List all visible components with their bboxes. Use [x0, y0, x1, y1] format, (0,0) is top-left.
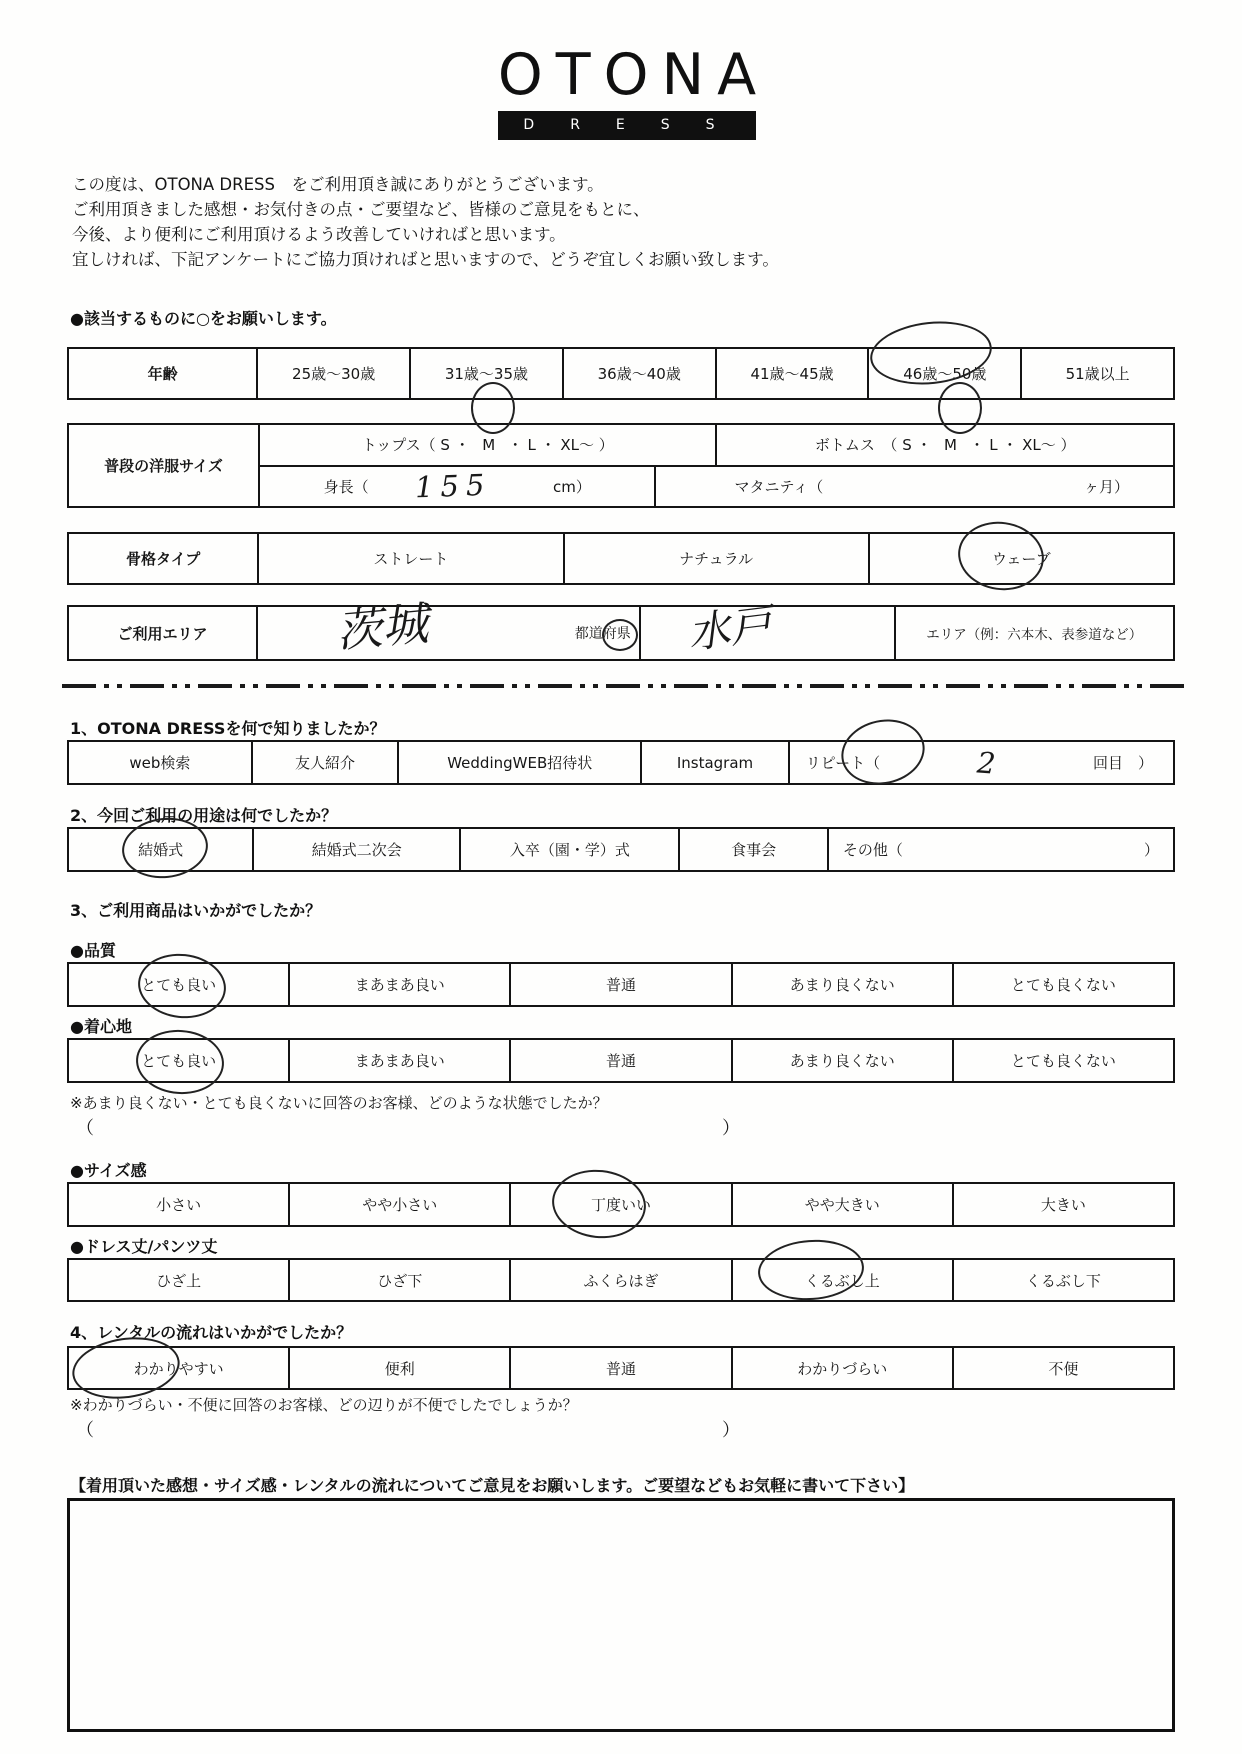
age-option-41-45[interactable]: 41歳～45歳 [715, 349, 868, 398]
comment-header: 【着用頂いた感想・サイズ感・レンタルの流れについてご意見をお願いします。ご要望などもお気軽に書いて下さい】 [70, 1476, 915, 1495]
length-above-ankle[interactable]: くるぶし上 [731, 1260, 952, 1300]
bottoms-size-m[interactable]: M [944, 435, 957, 454]
q4-table [67, 1346, 1175, 1390]
size-just-right[interactable]: 丁度いい [509, 1184, 730, 1225]
circle-bottoms-m [938, 382, 982, 434]
circle-size-just-right [549, 1165, 650, 1242]
logo [494, 42, 770, 140]
q4-convenient[interactable]: 便利 [288, 1348, 509, 1388]
prefecture-handwritten-value: 茨城 [333, 596, 431, 658]
age-option-25-30[interactable]: 25歳～30歳 [256, 349, 409, 398]
q4-bad-note: ※わかりづらい・不便に回答のお客様、どの辺りが不便でしたでしょうか？ [70, 1396, 578, 1414]
age-option-31-35[interactable]: 31歳～35歳 [409, 349, 562, 398]
length-label: ●ドレス丈/パンツ丈 [70, 1237, 218, 1256]
logo-dress-text: DRESS [523, 117, 751, 134]
q1-option-weddingweb[interactable]: WeddingWEB招待状 [397, 742, 640, 783]
circle-prefecture-ken [602, 619, 638, 651]
q2-table [67, 827, 1175, 872]
size-bit-small[interactable]: やや小さい [288, 1184, 509, 1225]
quality-label: ●品質 [70, 941, 116, 960]
comfort-verybad[interactable]: とても良くない [952, 1040, 1173, 1081]
q1-repeat-count-handwritten: 2 [976, 744, 997, 781]
q2-option-other[interactable] [827, 829, 1173, 870]
age-label: 年齢 [147, 365, 178, 383]
dashed-separator [62, 684, 1184, 688]
maternity-label: マタニティ（ [734, 477, 824, 496]
logo-otona-text: OTONA [497, 42, 770, 108]
age-option-51plus[interactable]: 51歳以上 [1020, 349, 1173, 398]
quality-normal[interactable]: 普通 [509, 964, 730, 1005]
q4-title: 4、レンタルの流れはいかがでしたか？ [70, 1323, 353, 1342]
circle-tops-m [471, 382, 515, 434]
q3-bad-note: ※あまり良くない・とても良くないに回答のお客様、どのような状態でしたか？ [70, 1094, 608, 1112]
intro-line-1: この度は、OTONA DRESS をご利用頂き誠にありがとうございます。 [72, 175, 604, 194]
maternity-unit: ヶ月） [1083, 477, 1129, 496]
comfort-verygood[interactable]: とても良い [141, 1052, 217, 1070]
quality-verygood[interactable]: とても良い [141, 976, 217, 994]
size-small[interactable]: 小さい [156, 1196, 202, 1214]
tops-prefix: トップス（ S ・ [361, 436, 470, 455]
q1-repeat-label: リピート（ [805, 754, 881, 772]
prefecture-suffix: 都道府県 [574, 626, 631, 642]
tops-size-m[interactable]: M [482, 435, 496, 454]
q1-option-friend[interactable]: 友人紹介 [251, 742, 397, 783]
height-handwritten-value: 155 [414, 467, 492, 505]
intro-line-3: 今後、より便利にご利用頂けるよう改善していければと思います。 [72, 225, 566, 244]
q2-option-ceremony[interactable]: 入卒（園・学）式 [459, 829, 678, 870]
q2-option-wedding[interactable]: 結婚式 [138, 841, 184, 859]
q4-hard[interactable]: わかりづらい [731, 1348, 952, 1388]
instruction-text: ●該当するものに○をお願いします。 [70, 309, 337, 328]
q2-option-dinner[interactable]: 食事会 [678, 829, 827, 870]
q4-note-paren-close: ） [722, 1420, 740, 1441]
bottoms-prefix: ボトムス （ S ・ [814, 436, 932, 455]
intro-text [72, 172, 779, 272]
q4-easy[interactable]: わかりやすい [133, 1359, 224, 1378]
circle-quality-verygood [135, 950, 229, 1023]
q2-option-afterparty[interactable]: 結婚式二次会 [252, 829, 459, 870]
tops-suffix: ・ L ・ XL～ ） [507, 436, 614, 455]
height-cell[interactable] [260, 467, 655, 507]
length-below-knee[interactable]: ひざ下 [288, 1260, 509, 1300]
quality-bad[interactable]: あまり良くない [731, 964, 952, 1005]
length-table [67, 1258, 1175, 1302]
maternity-cell[interactable] [654, 467, 1173, 507]
length-above-knee[interactable]: ひざ上 [156, 1271, 202, 1290]
comfort-bad[interactable]: あまり良くない [731, 1040, 952, 1081]
length-below-ankle[interactable]: くるぶし下 [952, 1260, 1173, 1300]
age-option-36-40[interactable]: 36歳～40歳 [562, 349, 715, 398]
area-hint: エリア（例：六本木、表参道など） [894, 607, 1173, 659]
city-handwritten-value: 水戸 [685, 599, 775, 658]
q2-other-label: その他（ [842, 841, 903, 859]
bottoms-size-cell[interactable] [715, 425, 1173, 465]
q2-other-close: ） [1143, 841, 1159, 859]
clothing-size-table [67, 423, 1175, 508]
q4-note-paren-open: （ [76, 1420, 94, 1441]
body-type-wave[interactable]: ウェーブ [868, 534, 1173, 583]
comfort-label: ●着心地 [70, 1017, 132, 1036]
intro-line-2: ご利用頂きました感想・お気付きの点・ご要望など、皆様のご意見をもとに、 [72, 200, 650, 219]
age-option-46-50[interactable]: 46歳～50歳 [867, 349, 1020, 398]
q4-inconvenient[interactable]: 不便 [952, 1348, 1173, 1388]
height-unit: cm） [552, 477, 591, 496]
comfort-good[interactable]: まあまあ良い [288, 1040, 509, 1081]
q2-title: 2、今回ご利用の用途は何でしたか？ [70, 806, 338, 825]
body-type-label: 骨格タイプ [126, 550, 201, 568]
q3-note-paren-close: ） [722, 1118, 740, 1139]
clothing-size-label: 普段の洋服サイズ [104, 457, 223, 475]
size-bit-big[interactable]: やや大きい [731, 1184, 952, 1225]
comment-box[interactable] [67, 1498, 1175, 1732]
q1-option-instagram[interactable]: Instagram [640, 742, 787, 783]
q1-repeat-suffix: 回目 ） [1092, 754, 1153, 772]
body-type-natural[interactable]: ナチュラル [563, 534, 868, 583]
length-calf[interactable]: ふくらはぎ [509, 1260, 730, 1300]
usage-area-label: ご利用エリア [117, 624, 208, 643]
comfort-table [67, 1038, 1175, 1083]
q3-note-paren-open: （ [76, 1118, 94, 1139]
q1-option-web[interactable]: web検索 [129, 754, 191, 772]
quality-table [67, 962, 1175, 1007]
body-type-straight[interactable]: ストレート [257, 534, 562, 583]
height-label: 身長（ [323, 477, 369, 496]
age-table [67, 347, 1175, 400]
q1-title: 1、OTONA DRESSを何で知りましたか？ [70, 719, 386, 738]
quality-good[interactable]: まあまあ良い [288, 964, 509, 1005]
intro-line-4: 宜しければ、下記アンケートにご協力頂ければと思いますので、どうぞ宜しくお願い致します。 [72, 250, 779, 269]
quality-verybad[interactable]: とても良くない [952, 964, 1173, 1005]
size-big[interactable]: 大きい [952, 1184, 1173, 1225]
comfort-normal[interactable]: 普通 [509, 1040, 730, 1081]
logo-dress-bar [498, 111, 756, 140]
prefecture-cell[interactable] [256, 607, 639, 659]
size-feel-label: ●サイズ感 [70, 1161, 147, 1180]
q3-title: 3、ご利用商品はいかがでしたか？ [70, 901, 322, 920]
bottoms-suffix: ・ L ・ XL～ ） [969, 436, 1076, 455]
q4-normal[interactable]: 普通 [509, 1348, 730, 1388]
q1-table [67, 740, 1175, 785]
